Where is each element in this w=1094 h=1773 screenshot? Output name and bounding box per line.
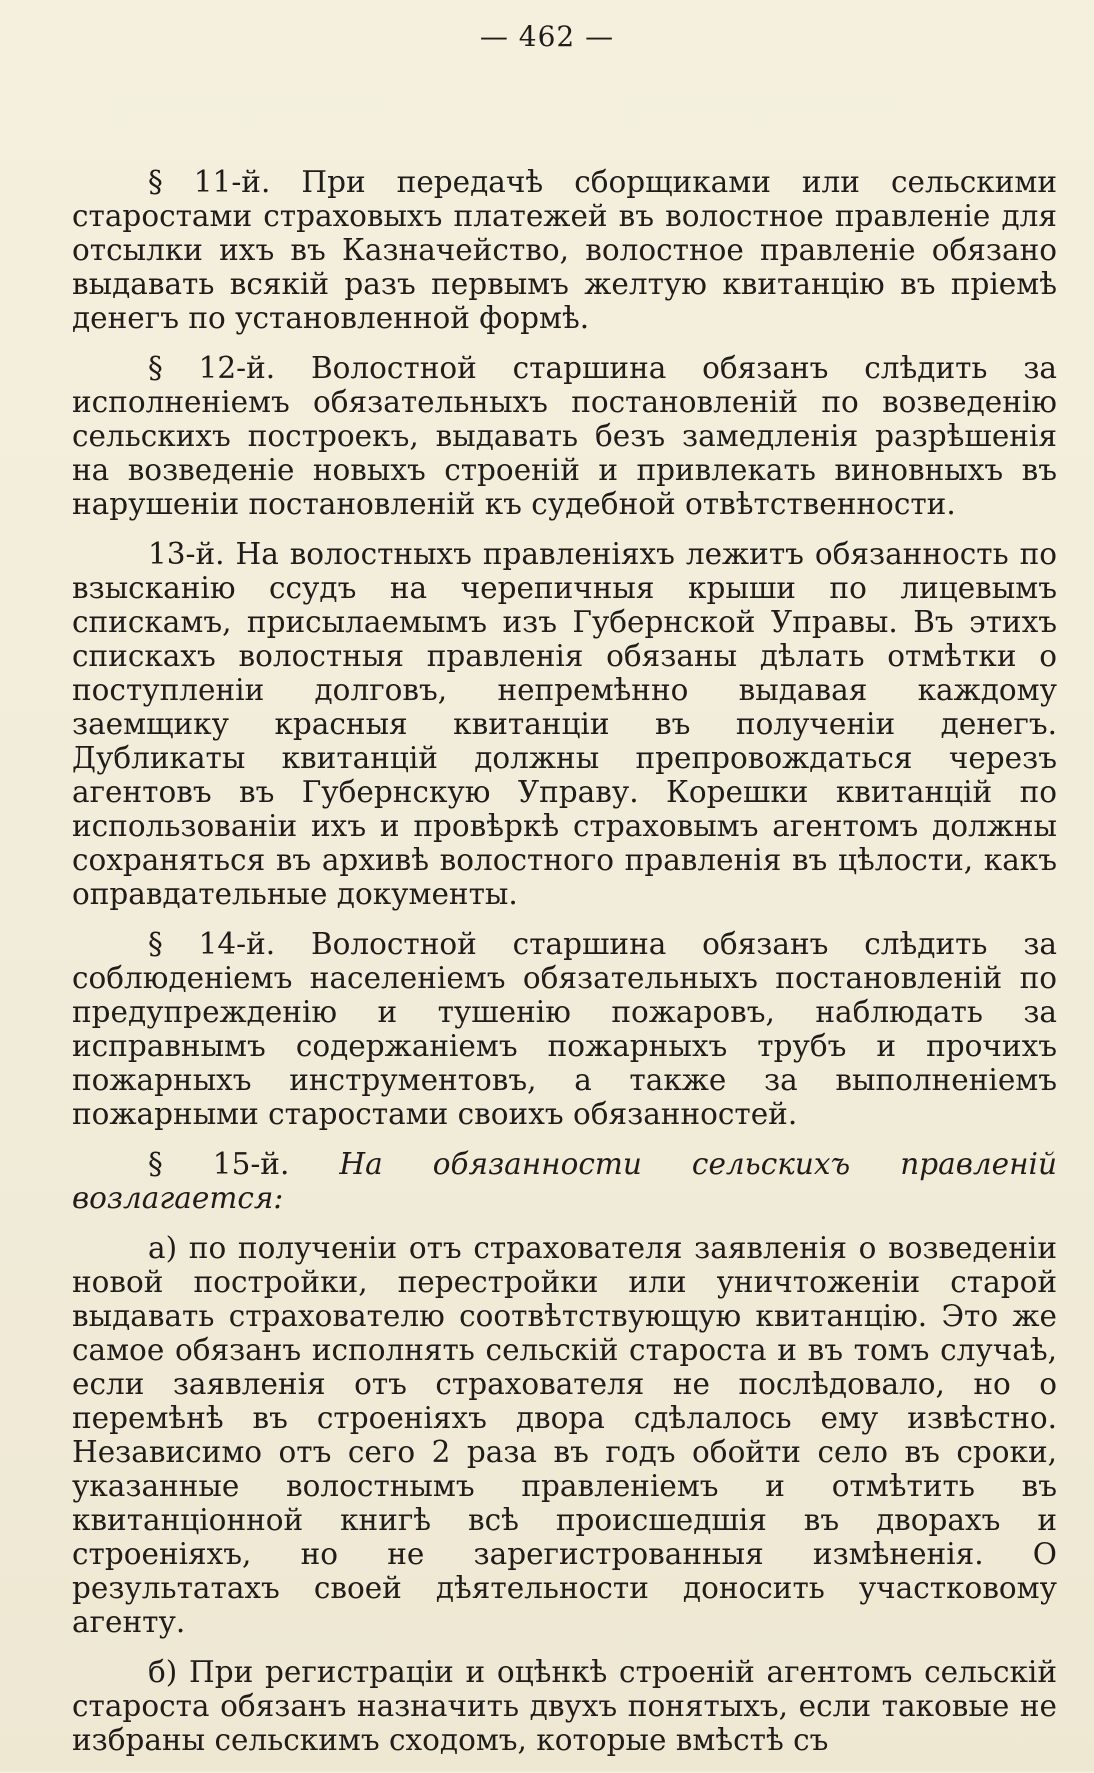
- paragraph-section-12: § 12-й. Волостной старшина обязанъ слѣдить за исполненіемъ обязательныхъ постановленій по возведенію сельскихъ построекъ, выдавать безъ замедленія разрѣшенія на возведеніе новыхъ строеній и привлекать виновныхъ въ нарушеніи постановленій къ судебной отвѣтственности.: [72, 351, 1057, 521]
- paragraph-section-15: [72, 1147, 1057, 1215]
- paragraph-item-b: б) При регистраціи и оцѣнкѣ строеній агентомъ сельскій староста обязанъ назначить двухъ понятыхъ, если таковые не избраны сельскимъ сходомъ, которые вмѣстѣ съ: [72, 1655, 1057, 1757]
- document-body: [72, 165, 1057, 1773]
- paragraph-section-13: 13-й. На волостныхъ правленіяхъ лежитъ обязанность по взысканію ссудъ на черепичныя крыши по лицевымъ спискамъ, присылаемымъ изъ Губернской Управы. Въ этихъ спискахъ волостныя правленія обязаны дѣлать отмѣтки о поступленіи долговъ, непремѣнно выдавая каждому заемщику красныя квитанціи въ полученіи денегъ. Дубликаты квитанцій должны препровождаться черезъ агентовъ въ Губернскую Управу. Корешки квитанцій по использованіи ихъ и провѣркѣ страховымъ агентомъ должны сохраняться въ архивѣ волостного правленія въ цѣлости, какъ оправдательные документы.: [72, 537, 1057, 911]
- section-15-heading: На обязанности сельскихъ правленій возлагается:: [72, 1147, 1057, 1215]
- page-number: — 462 —: [479, 20, 615, 53]
- paragraph-section-14: § 14-й. Волостной старшина обязанъ слѣдить за соблюденіемъ населеніемъ обязательныхъ постановленій по предупрежденію и тушенію пожаровъ, наблюдать за исправнымъ содержаніемъ пожарныхъ трубъ и прочихъ пожарныхъ инструментовъ, а также за выполненіемъ пожарными старостами своихъ обязанностей.: [72, 927, 1057, 1131]
- paragraph-section-11: § 11-й. При передачѣ сборщиками или сельскими старостами страховыхъ платежей въ волостное правленіе для отсылки ихъ въ Казначейство, волостное правленіе обязано выдавать всякій разъ первымъ желтую квитанцію въ пріемѣ денегъ по установленной формѣ.: [72, 165, 1057, 335]
- section-15-number: § 15-й.: [148, 1147, 340, 1181]
- paragraph-item-a: а) по полученіи отъ страхователя заявленія о возведеніи новой постройки, перестройки или уничтоженіи старой выдавать страхователю соотвѣтствующую квитанцію. Это же самое обязанъ исполнять сельскій староста и въ томъ случаѣ, если заявленія отъ страхователя не послѣдовало, но о перемѣнѣ въ строеніяхъ двора сдѣлалось ему извѣстно. Независимо отъ сего 2 раза въ годъ обойти село въ сроки, указанные волостнымъ правленіемъ и отмѣтить въ квитанціонной книгѣ всѣ происшедшія въ дворахъ и строеніяхъ, но не зарегистрованныя измѣненія. О результатахъ своей дѣятельности доносить участковому агенту.: [72, 1231, 1057, 1639]
